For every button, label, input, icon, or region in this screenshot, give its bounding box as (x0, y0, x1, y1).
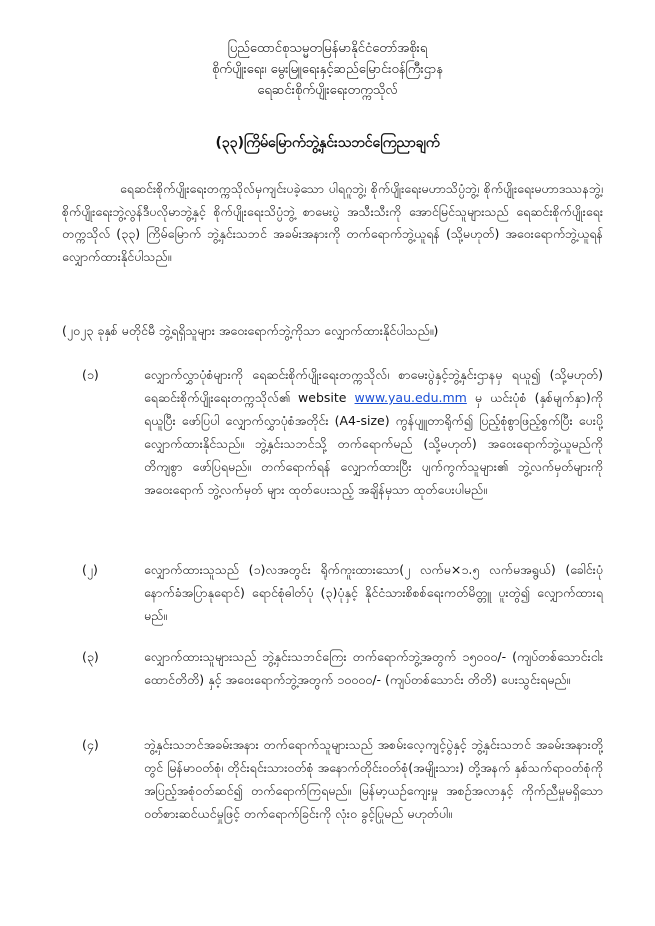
website-link[interactable]: www.yau.edu.mm (354, 390, 467, 405)
item-text: ဘွဲ့နှင်းသဘင်အခမ်းအနား တက်ရောက်သူများသည် အစမ်းလေ့ကျင့်ပွဲနှင့် ဘွဲ့နှင်းသဘင် အခမ်းအနားတို့တွင် မြန်မာဝတ်စုံ၊ တိုင်းရင်းသားဝတ်စုံ အနောက်တိုင်းဝတ်စုံ(အမျိုးသား) တို့အနက် နှစ်သက်ရာဝတ်စုံကို အပြည့်အစုံဝတ်ဆင်၍ တက်ရောက်ကြရမည်။ မြန်မာ့ယဉ်ကျေးမှု အစဉ်အလာနှင့် ကိုက်ညီမှုမရှိသော ဝတ်စားဆင်ယင်မှုဖြင့် တက်ရောက်ခြင်းကို လုံးဝ ခွင့်ပြုမည် မဟုတ်ပါ။ (144, 737, 603, 821)
item-number: (၄) (82, 737, 99, 752)
item-number: (၃) (82, 649, 99, 664)
document-header (60, 38, 595, 101)
intro-paragraph: ရေဆင်းစိုက်ပျိုးရေးတက္ကသိုလ်မှကျင်းပခဲ့သော ပါရဂူဘွဲ့၊ စိုက်ပျိုးရေးမဟာသိပ္ပံဘွဲ့၊ စိုက်ပျိုးရေးမဟာဒဿနဘွဲ့၊ စိုက်ပျိုးရေးဘွဲ့လွန်ဒီပလိုမာဘွဲ့နှင့် စိုက်ပျိုးရေးသိပ္ပံဘွဲ့ စာမေးပွဲ အသီးသီးကို အောင်မြင်သူများသည် ရေဆင်းစိုက်ပျိုးရေးတက္ကသိုလ် (၃၃) ကြိမ်မြောက် ဘွဲ့နှင်းသဘင် အခမ်းအနားကို တက်ရောက်ဘွဲ့ယူရန် (သို့မဟုတ်) အဝေးရောက်ဘွဲ့ယူရန် လျှောက်ထားနိုင်ပါသည်။ (62, 181, 603, 264)
item-text (144, 363, 603, 501)
university-line: ရေဆင်းစိုက်ပျိုးရေးတက္ကသိုလ် (257, 83, 398, 98)
list-item-2 (62, 558, 603, 627)
page-title: (၃၃)ကြိမ်မြောက်ဘွဲ့နှင်းသဘင်ကြေညာချက် (215, 135, 440, 151)
ministry-line: စိုက်ပျိုးရေး၊ မွေးမြူရေးနှင့်ဆည်မြောင်းဝန်ကြီးဌာန (211, 62, 443, 77)
list-item-1 (62, 363, 603, 501)
list-item-3 (62, 645, 603, 691)
government-line: ပြည်ထောင်စုသမ္မတမြန်မာနိုင်ငံတော်အစိုးရ (227, 41, 428, 56)
item-text-part-2: မှ ယင်းပုံစံ (နှစ်မျက်နှာ)ကို ရယူပြီး ဖော်ပြပါ လျှောက်လွှာပုံစံအတိုင်း (A4-size) ကွန်ပျူတာရိုက်၍ ပြည့်စုံစွာဖြည့်စွက်ပြီး ပေးပို့လျှောက်ထားနိုင်သည်။ ဘွဲ့နှင်းသဘင်သို့ တက်ရောက်မည် (သို့မဟုတ်) အဝေးရောက်ဘွဲ့ယူမည်ကို တိကျစွာ ဖော်ပြရမည်။ တက်ရောက်ရန် လျှောက်ထားပြီး ပျက်ကွက်သူများ၏ ဘွဲ့လက်မှတ်များကို အဝေးရောက် ဘွဲ့လက်မှတ် များ ထုတ်ပေးသည့် အချိန်မှသာ ထုတ်ပေးပါမည်။ (144, 390, 604, 497)
item-number: (၁) (82, 367, 99, 382)
eligibility-note: (၂၀၂၃ ခုနှစ် မတိုင်မီ ဘွဲ့ရရှိသူများ အဝေးရောက်ဘွဲ့ကိုသာ လျှောက်ထားနိုင်ပါသည်။) (62, 323, 439, 338)
item-text: လျှောက်ထားသူသည် (၁)လအတွင်း ရိုက်ကူးထားသော(၂ လက်မ×၁.၅ လက်မအရွယ်) (ခေါင်းပုံနောက်ခံအပြာနုရောင်) ရောင်စုံဓါတ်ပုံ (၃)ပုံနှင့် နိုင်ငံသားစိစစ်ရေးကတ်မိတ္တူ ပူးတွဲ၍ လျှောက်ထားရမည်။ (144, 562, 603, 623)
list-item-4 (62, 733, 603, 825)
item-text: လျှောက်ထားသူများသည် ဘွဲ့နှင်းသဘင်ကြေး တက်ရောက်ဘွဲ့အတွက် ၁၅၀၀၀/- (ကျပ်တစ်သောင်းငါးထောင်တိတိ) နှင့် အဝေးရောက်ဘွဲ့အတွက် ၁၀၀၀၀/- (ကျပ်တစ်သောင်း တိတိ) ပေးသွင်းရမည်။ (144, 649, 603, 687)
item-number: (၂) (82, 562, 98, 577)
item-text-part-1: လျှောက်လွှာပုံစံများကို ရေဆင်းစိုက်ပျိုးရေးတက္ကသိုလ်၊ စာမေးပွဲနှင့်ဘွဲ့နှင်းဌာနမှ ရယူ၍ (သို့မဟုတ်) ရေဆင်းစိုက်ပျိုးရေးတက္ကသိုလ်၏ website (144, 367, 603, 405)
